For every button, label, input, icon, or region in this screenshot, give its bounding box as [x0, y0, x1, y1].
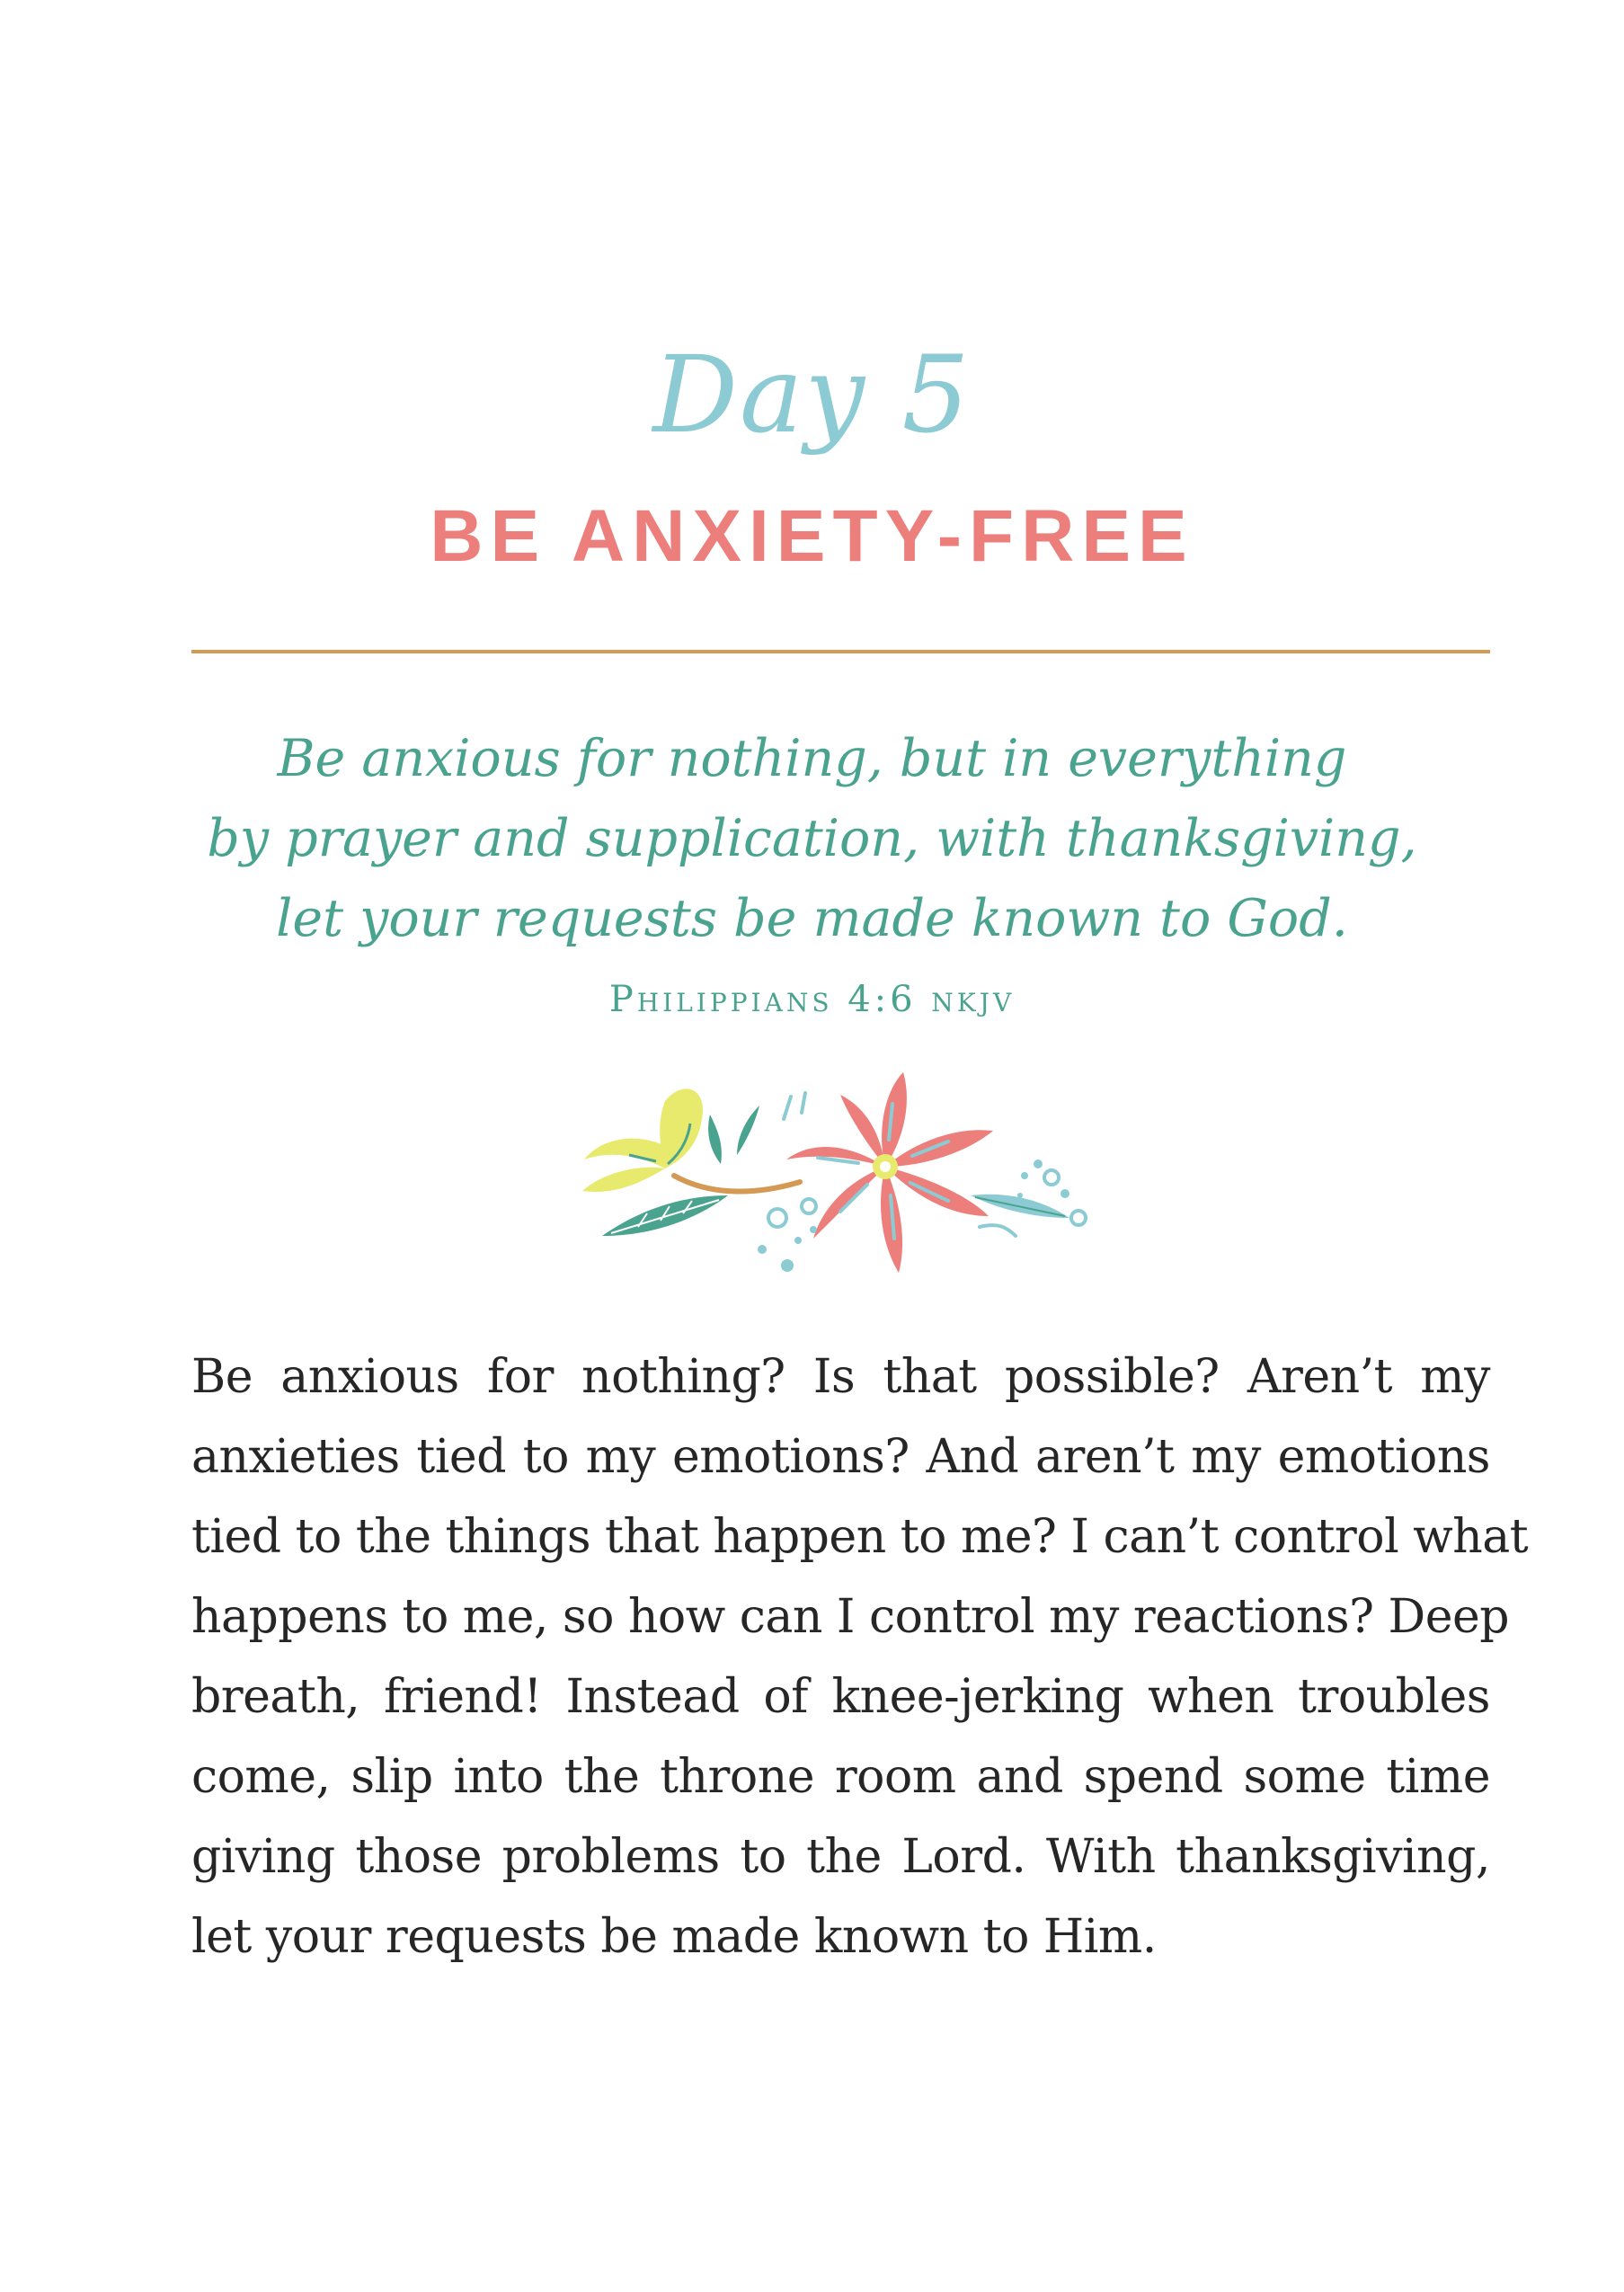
verse-line: by prayer and supplication, with thanksgiving,	[207, 809, 1417, 868]
scripture-verse	[180, 719, 1444, 959]
body-line: tied to the things that happen to me? I can’t control what	[191, 1510, 1529, 1564]
body-line: breath, friend! Instead of knee-jerking when troubles	[191, 1670, 1490, 1724]
body-line: happens to me, so how can I control my reactions? Deep	[191, 1590, 1510, 1644]
verse-reference: Philippians 4:6 nkjv	[608, 979, 1016, 1020]
page-title: BE ANXIETY-FREE	[430, 495, 1194, 577]
verse-line: Be anxious for nothing, but in everything	[277, 729, 1347, 788]
day-label: Day 5	[652, 333, 972, 457]
stem-icon	[674, 1176, 800, 1191]
coral-flower-icon	[786, 1072, 993, 1273]
yellow-flower-icon	[582, 1088, 703, 1192]
body-line: come, slip into the throne room and spend some time	[191, 1750, 1490, 1804]
body-line: let your requests be made known to Him.	[191, 1910, 1157, 1964]
devotional-body	[191, 1337, 1529, 1977]
body-line: anxieties tied to my emotions? And aren’t my emotions	[191, 1430, 1490, 1484]
floral-ornament-icon	[575, 1070, 1096, 1285]
body-line: Be anxious for nothing? Is that possible? Aren’t my	[191, 1350, 1490, 1404]
verse-line: let your requests be made known to God.	[276, 889, 1348, 948]
body-line: giving those problems to the Lord. With thanksgiving,	[191, 1830, 1490, 1884]
title-divider	[191, 650, 1490, 653]
